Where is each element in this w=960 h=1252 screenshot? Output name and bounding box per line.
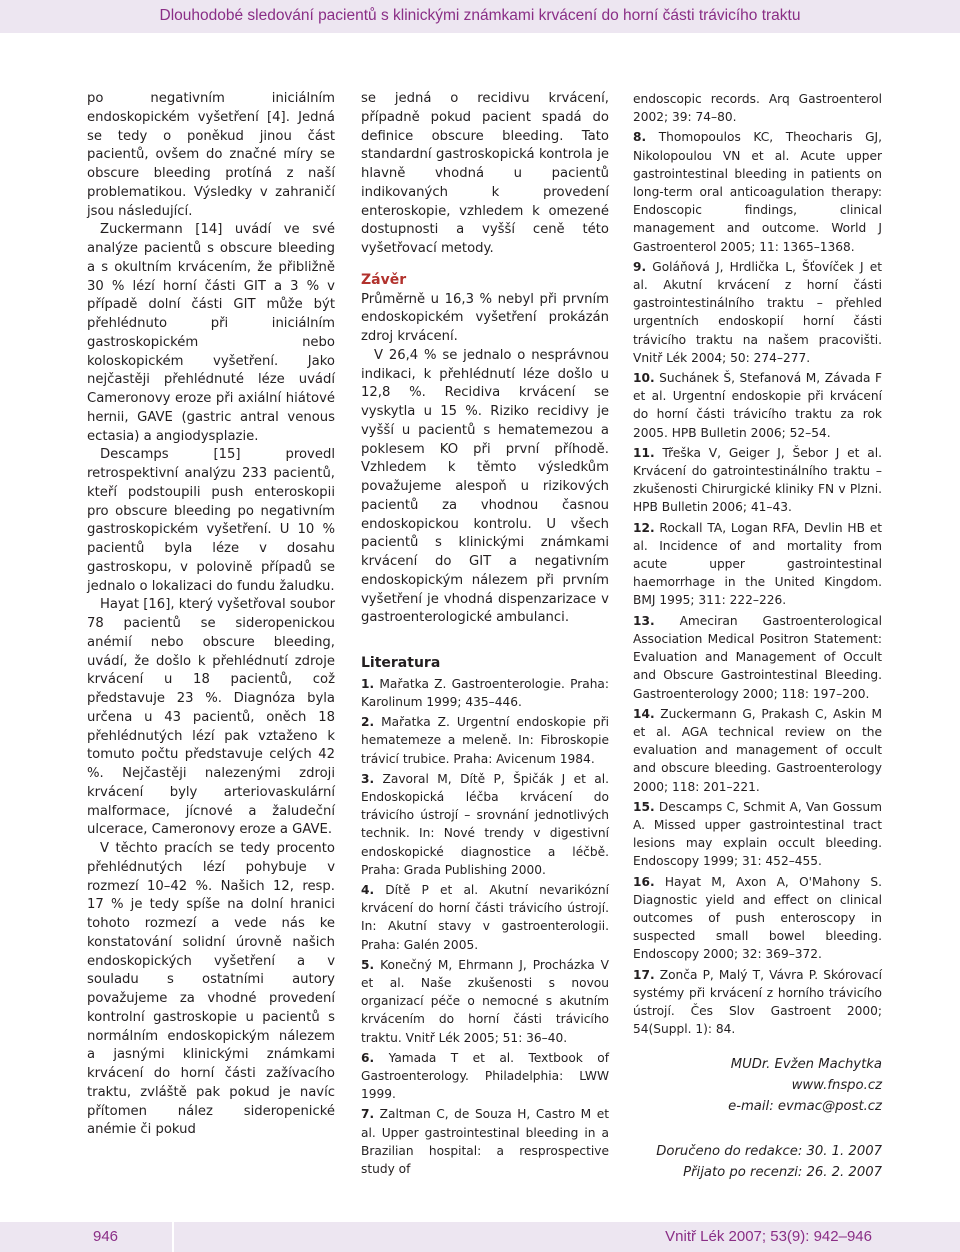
reference-item: [633, 519, 882, 610]
references-heading: Literatura: [361, 655, 441, 671]
paragraph: V 26,4 % se jednalo o nesprávnou indikaci, k přehlédnutí léze došlo u 12,8 %. Recidiva krvácení se vyskytla u 15 %. Riziko recidivy je vyšší u pacientů s hematemezou a poklesem KO při první příhodě. Vzhledem k těmto výsledkům považujeme alespoň u rizikových pacientů za vhodnou časnou endoskopickou kontrolu. U všech pacientů s klinickými známkami krvácení do GIT a negativním endoskopickým nálezem při prvním vyšetření je vhodná dispenzarizace v gastroenterologické ambulanci.: [361, 347, 609, 626]
reference-number: 15.: [633, 799, 655, 814]
reference-number: 5.: [361, 957, 375, 972]
reference-text: Suchánek Š, Stefanová M, Závada F et al. Urgentní endoskopie při krvácení do horní části trávicího traktu za rok 2005. HPB Bulletin 2006; 52–54.: [633, 371, 882, 440]
reference-text: Zonča P, Malý T, Vávra P. Skórovací systémy při krvácení z horního trávicího ústrojí. Čes Slov Gastroent 2000; 54(Suppl. 1): 84.: [633, 967, 882, 1037]
reference-text: Hayat M, Axon A, O'Mahony S. Diagnostic yield and effect on clinical outcomes of push enteroscopy in suspected small bowel bleeding. Endoscopy 2000; 32: 369–372.: [633, 874, 883, 962]
reference-text: Zavoral M, Dítě P, Špičák J et al. Endoskopická léčba krvácení do trávicího ústrojí – srovnání jednotlivých technik. In: Nové trendy v digestivní endoskopické diagnostice a léčbě. Praha: Grada Publishing 2000.: [361, 771, 609, 877]
reference-number: 16.: [633, 874, 655, 889]
reference-item: [361, 1105, 609, 1178]
reference-number: 1.: [361, 676, 375, 691]
reference-text: Zuckermann G, Prakash C, Askin M et al. AGA technical review on the evaluation and management of occult and obscure bleeding. Gastroenterology 2000; 118: 201–221.: [633, 706, 882, 794]
reference-number: 17.: [633, 967, 655, 982]
reference-item: [361, 956, 609, 1047]
paragraph: Zuckermann [14] uvádí ve své analýze pacientů s obscure bleeding a s okultním krvácením, že přibližně 30 % lézí horní části GIT a 3 % v případě dolní části GIT může být přehlédnuto při iniciálním gastroskopickém nebo koloskopickém vyšetření. Jako nejčastěji přehlédnuté léze uvádí Cameronovy eroze při axiální hiátové hernii, GAVE (gastric antral venous ectasia) a angiodysplazie.: [87, 222, 335, 444]
paragraph: V těchto pracích se tedy procento přehlédnutých lézí pohybuje v rozmezí 10–42 %. Našich 12, resp. 17 % je tedy spíše na dolní hranici tohoto rozmezí a vede nás ke konstatování solidní úrovně našich endoskopických vyšetření a v souladu s ostatními autory považujeme za vhodné provedení kontrolní gastroskopie u pacientů s normálním endoskopickým nálezem a jasnými klinickými známkami krvácení do horní části zažívacího traktu, zvláště pak pokud je navíc přítomen nález sideropenické anémie či pokud: [87, 841, 335, 1138]
reference-text: Konečný M, Ehrmann J, Procházka V et al. Naše zkušenosti s novou organizací péče o nemocné s akutním krvácením do horní části trávicího traktu. Vnitř Lék 2005; 51: 36–40.: [361, 957, 610, 1045]
reference-number: 9.: [633, 259, 647, 274]
reference-continuation: endoscopic records. Arq Gastroenterol 2002; 39: 74–80.: [633, 92, 882, 125]
conclusion-heading: Závěr: [361, 271, 407, 288]
reference-item: [633, 798, 882, 871]
reference-item: [361, 1049, 609, 1104]
author-website[interactable]: www.fnspo.cz: [791, 1078, 882, 1094]
column-1: [87, 90, 335, 1150]
reference-item: [633, 258, 882, 367]
reference-text: Zaltman C, de Souza H, Castro M et al. Upper gastrointestinal bleeding in a Brazilian hospital: a resprospective study of: [361, 1107, 610, 1177]
reference-item: [361, 675, 609, 711]
reference-number: 11.: [633, 445, 655, 460]
reference-text: Mařatka Z. Gastroenterologie. Praha: Karolinum 1999; 435–446.: [361, 676, 610, 709]
reference-item: [361, 770, 609, 879]
journal-citation: Vnitř Lék 2007; 53(9): 942–946: [665, 1228, 872, 1245]
reference-number: 6.: [361, 1050, 375, 1065]
paragraph: Hayat [16], který vyšetřoval soubor 78 pacientů se sideropenickou anémií nebo obscure bleeding, uvádí, že došlo k přehlédnutí zdroje krvácení u 18 pacientů, což představuje 23 %. Diagnóza byla určena u 43 pacientů, oněch 18 přehlédnutých lézí pak vztaženo k tomuto počtu představuje celých 42 %. Nejčastěji nalezenými zdroji krvácení byly arteriovaskulární malformace, jícnové a žaludeční ulcerace, Cameronovy eroze a GAVE.: [87, 597, 335, 838]
reference-number: 7.: [361, 1107, 375, 1122]
reference-text: Goláňová J, Hrdlička L, Šťovíček J et al. Akutní krvácení z horní části gastrointestinálního traktu – přehled urgentních endoskopií horní části trávicího traktu na našem pracovišti. Vnitř Lék 2004; 50: 274–277.: [633, 259, 882, 365]
reference-text: Thomopoulos KC, Theocharis GJ, Nikolopoulou VN et al. Acute upper gastrointestinal bleeding in patients on long-term oral anticoagulation therapy: Endoscopic findings, clinical management and outcome. World J Gastroenterol 2005; 11: 1365–1368.: [633, 130, 882, 254]
reference-number: 8.: [633, 130, 647, 145]
reference-item: [361, 713, 609, 768]
reference-item: [633, 705, 882, 796]
reference-item: [361, 881, 609, 954]
accepted-date: Přijato po recenzi: 26. 2. 2007: [683, 1165, 882, 1181]
reference-number: 4.: [361, 882, 375, 897]
paragraph: po negativním iniciálním endoskopickém vyšetření [4]. Jedná se tedy o poněkud jinou část pacientů, ovšem do značné míry se obscure bleeding protíná z naší problematikou. Výsledky v zahraničí jsou následující.: [87, 91, 335, 219]
reference-number: 2.: [361, 715, 375, 730]
reference-text: Třeška V, Geiger J, Šebor J et al. Krvácení do gatrointestinálního traktu – zkušenosti Chirurgické kliniky FN v Plzni. HPB Bulletin 2006; 41–43.: [633, 445, 883, 515]
footer-divider: [172, 1222, 174, 1252]
reference-text: Descamps C, Schmit A, Van Gossum A. Missed upper gastrointestinal tract lesions may explain occult bleeding. Endoscopy 1999; 31: 452–455.: [633, 799, 882, 869]
reference-text: Ameciran Gastroenterological Association Medical Positron Statement: Evaluation and Management of Occult and Obscure Gastrointestinal Bleeding. Gastroenterology 2000; 118: 197–200.: [633, 613, 882, 701]
reference-item: [633, 873, 882, 964]
reference-text: Rockall TA, Logan RFA, Devlin HB et al. Incidence of and mortality from acute upper gastrointestinal haemorrhage in the United Kingdom. BMJ 1995; 311: 222–226.: [633, 520, 883, 608]
article-dates: [633, 1141, 882, 1183]
running-title: Dlouhodobé sledování pacientů s klinickými známkami krvácení do horní části trávicího traktu: [159, 7, 801, 24]
reference-item: [633, 966, 882, 1039]
paragraph: Descamps [15] provedl retrospektivní analýzu 233 pacientů, kteří podstoupili push enteroskopii pro obscure bleeding po negativním gastroskopickém vyšetření. U 10 % pacientů byla léze v dosahu gastroskopu, v polovině případů se jednalo o lokalizaci do fundu žaludku.: [87, 447, 335, 594]
page-number: 946: [93, 1228, 119, 1245]
reference-number: 10.: [633, 371, 655, 386]
paragraph: Průměrně u 16,3 % nebyl při prvním endoskopickém vyšetření prokázán zdroj krvácení.: [361, 291, 609, 344]
reference-item: [633, 612, 882, 703]
author-signature: [633, 1054, 882, 1117]
reference-number: 3.: [361, 771, 375, 786]
paragraph: se jedná o recidivu krvácení, případně pokud pacient spadá do definice obscure bleeding. Tato standardní gastroskopická kontrola je hlavně vhodná u pacientů indikovaných k provedení enteroskopie, vzhledem k omezené dostupnosti a vyšší ceně této vyšetřovací metody.: [361, 91, 609, 256]
reference-text: Mařatka Z. Urgentní endoskopie při hematemeze a meleně. In: Fibroskopie trávicí trubice. Praha: Avicenum 1984.: [361, 715, 610, 766]
reference-number: 13.: [633, 613, 655, 628]
author-name: MUDr. Evžen Machytka: [730, 1057, 882, 1073]
reference-number: 14.: [633, 706, 655, 721]
reference-text: Dítě P et al. Akutní nevarikózní krvácení do horní části trávicího ústrojí. In: Akutní stavy v gastroenterologii. Praha: Galén 2005.: [361, 882, 610, 952]
column-2: [361, 90, 610, 1177]
reference-item: [633, 369, 882, 442]
reference-item: [633, 444, 882, 517]
reference-text: Yamada T et al. Textbook of Gastroenterology. Philadelphia: LWW 1999.: [361, 1050, 610, 1102]
column-3: [633, 90, 883, 1181]
received-date: Doručeno do redakce: 30. 1. 2007: [656, 1144, 882, 1160]
reference-number: 12.: [633, 520, 655, 535]
author-email[interactable]: e-mail: evmac@post.cz: [728, 1099, 882, 1115]
reference-item: [633, 128, 882, 255]
